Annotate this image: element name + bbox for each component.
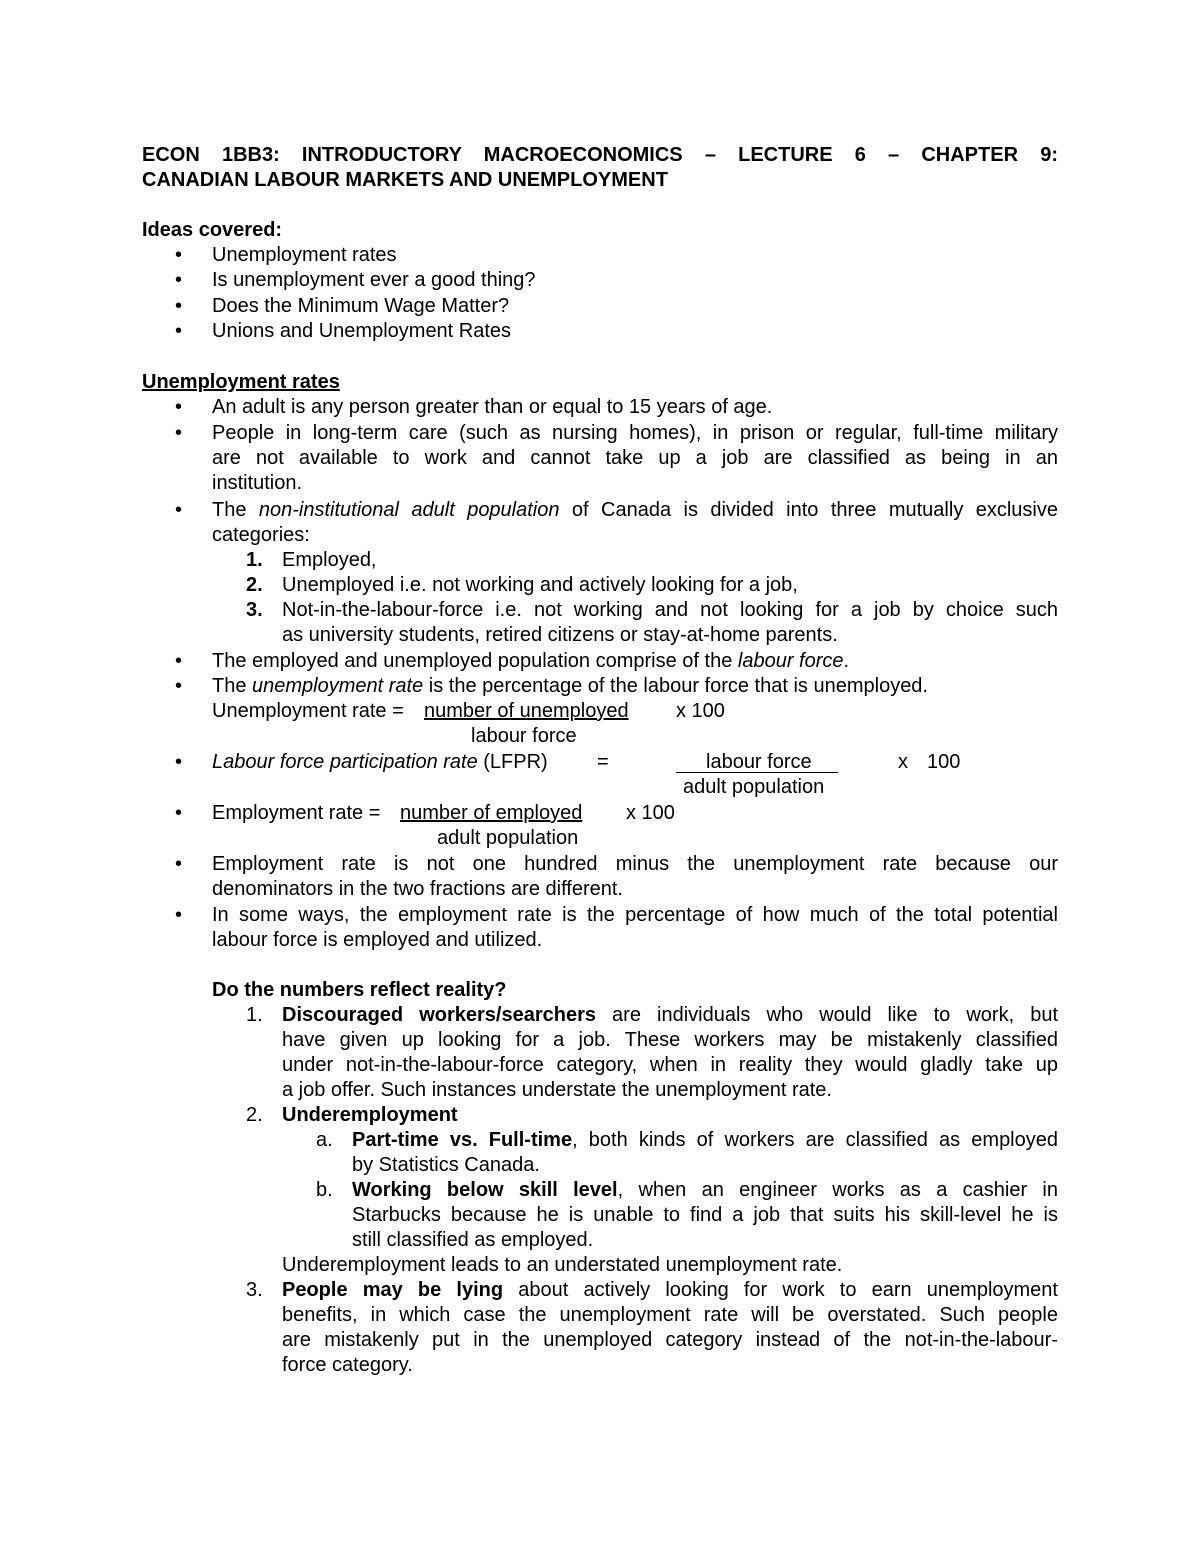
subitem-letter: a. — [316, 1129, 333, 1151]
document-title-line2: CANADIAN LABOUR MARKETS AND UNEMPLOYMENT — [142, 169, 668, 191]
term-lfpr: Labour force participation rate — [212, 751, 478, 773]
bullet-icon: • — [175, 499, 183, 521]
bullet-icon: • — [175, 295, 183, 317]
section-heading-reality: Do the numbers reflect reality? — [212, 979, 507, 1001]
employment-rate-note-line1: Employment rate is not one hundred minus the unemployment rate because our — [212, 853, 1058, 875]
part-time-line2: by Statistics Canada. — [352, 1154, 540, 1176]
bullet-icon: • — [175, 396, 183, 418]
lfpr-fraction-bar — [676, 772, 838, 773]
institution-line2: are not available to work and cannot take up a job are classified as being in an — [212, 447, 1058, 469]
discouraged-workers-line3: under not-in-the-labour-force category, when in reality they would gladly take up — [282, 1054, 1058, 1076]
lfpr-equals: = — [597, 751, 609, 773]
text-run: is the percentage of the labour force that is unemployed. — [423, 675, 928, 697]
idea-item: Unions and Unemployment Rates — [212, 320, 512, 342]
subitem-letter: b. — [316, 1179, 333, 1201]
unemployment-rate-denominator: labour force — [471, 725, 577, 747]
unemployment-rate-numerator: number of unemployed — [424, 700, 629, 722]
term-discouraged-workers: Discouraged workers/searchers — [282, 1004, 596, 1026]
lfpr-label — [212, 750, 548, 774]
labour-force-definition — [212, 649, 849, 673]
population-categories-line2: categories: — [212, 524, 310, 546]
population-categories-line1 — [212, 498, 1058, 548]
text-run: , both kinds of workers are classified as employed — [572, 1129, 1058, 1151]
lfpr-denominator: adult population — [683, 776, 825, 798]
lfpr-times: x — [898, 751, 908, 773]
employment-rate-potential-line2: labour force is employed and utilized. — [212, 929, 543, 951]
text-run: (LFPR) — [477, 751, 548, 773]
category-number: 1. — [246, 549, 263, 571]
idea-item: Is unemployment ever a good thing? — [212, 269, 536, 291]
reality-number: 3. — [246, 1279, 263, 1301]
bullet-icon: • — [175, 904, 183, 926]
unemployment-rate-formula-label: Unemployment rate = — [212, 700, 404, 722]
text-run: The — [212, 675, 253, 697]
discouraged-workers-line4: a job offer. Such instances understate the unemployment rate. — [282, 1079, 832, 1101]
bullet-icon: • — [175, 751, 183, 773]
lying-line3: are mistakenly put in the unemployed category instead of the not-in-the-labour- — [282, 1329, 1058, 1351]
text-run: . — [843, 650, 850, 672]
bullet-icon: • — [175, 244, 183, 266]
ideas-heading: Ideas covered: — [142, 219, 283, 241]
bullet-icon: • — [175, 853, 183, 875]
category-unemployed: Unemployed i.e. not working and actively looking for a job, — [282, 574, 798, 596]
discouraged-workers-line2: have given up looking for a job. These workers may be mistakenly classified — [282, 1029, 1058, 1051]
employment-rate-formula-label: Employment rate = — [212, 802, 381, 824]
lying-line4: force category. — [282, 1354, 413, 1376]
category-not-in-labour-force-line1: Not-in-the-labour-force i.e. not working and not looking for a job by choice such — [282, 599, 1058, 621]
underemployment-note: Underemployment leads to an understated unemployment rate. — [282, 1254, 843, 1276]
category-number: 3. — [246, 599, 263, 621]
category-employed: Employed, — [282, 549, 377, 571]
term-working-below-skill: Working below skill level — [352, 1179, 618, 1201]
bullet-icon: • — [175, 650, 183, 672]
bullet-icon: • — [175, 269, 183, 291]
text-run: The — [212, 499, 259, 521]
term-underemployment: Underemployment — [282, 1104, 458, 1126]
section-heading-unemployment-rates: Unemployment rates — [142, 371, 340, 393]
text-run: are individuals who would like to work, but — [596, 1004, 1058, 1026]
unemployment-rate-multiplier: x 100 — [676, 700, 725, 722]
text-run: The employed and unemployed population comprise of the — [212, 650, 738, 672]
idea-item: Does the Minimum Wage Matter? — [212, 295, 510, 317]
term-labour-force: labour force — [737, 650, 844, 672]
bullet-icon: • — [175, 422, 183, 444]
term-part-time-full-time: Part-time vs. Full-time — [352, 1129, 573, 1151]
unemployment-rate-definition — [212, 674, 928, 698]
lying-line2: benefits, in which case the unemployment rate will be overstated. Such people — [282, 1304, 1058, 1326]
employment-rate-note-line2: denominators in the two fractions are different. — [212, 878, 623, 900]
document-title-line1: ECON 1BB3: INTRODUCTORY MACROECONOMICS – LECTURE 6 – CHAPTER 9: — [142, 144, 1058, 166]
reality-number: 1. — [246, 1004, 263, 1026]
employment-rate-potential-line1: In some ways, the employment rate is the percentage of how much of the total potential — [212, 904, 1058, 926]
employment-rate-numerator: number of employed — [400, 802, 583, 824]
idea-item: Unemployment rates — [212, 244, 397, 266]
category-not-in-labour-force-line2: as university students, retired citizens or stay-at-home parents. — [282, 624, 838, 646]
lfpr-numerator: labour force — [706, 751, 812, 773]
lfpr-hundred: 100 — [927, 751, 961, 773]
bullet-icon: • — [175, 320, 183, 342]
below-skill-line3: still classified as employed. — [352, 1229, 594, 1251]
employment-rate-denominator: adult population — [437, 827, 579, 849]
term-people-lying: People may be lying — [282, 1279, 504, 1301]
category-number: 2. — [246, 574, 263, 596]
adult-definition: An adult is any person greater than or equal to 15 years of age. — [212, 396, 773, 418]
text-run: of Canada is divided into three mutually exclusive — [559, 499, 1058, 521]
below-skill-line2: Starbucks because he is unable to find a job that suits his skill-level he is — [352, 1204, 1058, 1226]
text-run: about actively looking for work to earn unemployment — [503, 1279, 1058, 1301]
bullet-icon: • — [175, 675, 183, 697]
employment-rate-multiplier: x 100 — [626, 802, 675, 824]
bullet-icon: • — [175, 802, 183, 824]
institution-line3: institution. — [212, 472, 303, 494]
institution-line1: People in long-term care (such as nursing homes), in prison or regular, full-time military — [212, 422, 1058, 444]
term-unemployment-rate: unemployment rate — [252, 675, 424, 697]
term-non-institutional-population: non-institutional adult population — [258, 499, 560, 521]
text-run: , when an engineer works as a cashier in — [617, 1179, 1058, 1201]
reality-number: 2. — [246, 1104, 263, 1126]
